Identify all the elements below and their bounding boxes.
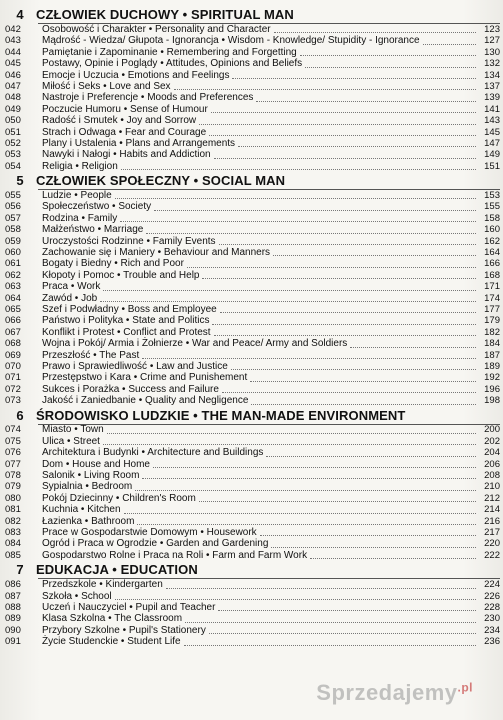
- entry-page-number: 222: [484, 549, 500, 561]
- dot-leader: [103, 444, 476, 445]
- entry-title: Łazienka • Bathroom: [42, 515, 135, 527]
- entry-code: 081: [5, 504, 21, 516]
- toc-entry: [4, 372, 500, 383]
- entry-title: Emocje i Uczucia • Emotions and Feelings: [42, 69, 230, 81]
- entry-page-number: 230: [484, 613, 500, 625]
- dot-leader: [260, 535, 476, 536]
- entry-page-number: 189: [484, 360, 500, 372]
- entry-page-number: 204: [484, 447, 500, 459]
- entry-page-number: 179: [484, 315, 500, 327]
- dot-leader: [137, 524, 476, 525]
- dot-leader: [214, 158, 476, 159]
- entry-page-number: 226: [484, 590, 500, 602]
- entry-title: Mądrość - Wiedza/ Głupota - Ignorancja • Wisdom - Knowledge/ Stupidity - Ignorance: [42, 35, 420, 47]
- toc-entry: [4, 127, 500, 138]
- entry-page-number: 149: [484, 149, 500, 161]
- entry-title: Pamiętanie i Zapominanie • Remembering and Forgetting: [42, 46, 297, 58]
- entry-title: Małżeństwo • Marriage: [42, 224, 144, 236]
- entry-code: 080: [5, 492, 21, 504]
- entry-page-number: 139: [484, 92, 500, 104]
- entry-code: 077: [5, 458, 21, 470]
- dot-leader: [273, 255, 476, 256]
- entry-code: 072: [5, 383, 21, 395]
- section-heading: [4, 172, 500, 189]
- toc-entry: [4, 538, 500, 549]
- dot-leader: [154, 210, 476, 211]
- toc-entry: [4, 459, 500, 470]
- entry-page-number: 198: [484, 395, 500, 407]
- entry-page-number: 228: [484, 601, 500, 613]
- toc-entry: [4, 149, 500, 160]
- toc-entry: [4, 224, 500, 235]
- entry-title: Przedszkole • Kindergarten: [42, 579, 163, 591]
- entry-code: 058: [5, 224, 21, 236]
- entry-page-number: 212: [484, 492, 500, 504]
- entry-title: Nawyki i Nałogi • Habits and Addiction: [42, 149, 211, 161]
- dot-leader: [184, 645, 476, 646]
- entry-title: Miasto • Town: [42, 424, 104, 436]
- toc-entry: [4, 436, 500, 447]
- watermark-suffix: .pl: [457, 680, 473, 695]
- toc-entry: [4, 636, 500, 647]
- entry-code: 057: [5, 212, 21, 224]
- toc-entry: [4, 625, 500, 636]
- entry-title: Dom • House and Home: [42, 458, 150, 470]
- entry-page-number: 200: [484, 424, 500, 436]
- entry-page-number: 202: [484, 435, 500, 447]
- entry-code: 047: [5, 80, 21, 92]
- entry-title: Przybory Szkolne • Pupil's Stationery: [42, 624, 206, 636]
- entry-title: Przestępstwo i Kara • Crime and Punishement: [42, 372, 248, 384]
- toc-entry: [4, 201, 500, 212]
- entry-code: 051: [5, 126, 21, 138]
- section-title: CZŁOWIEK SPOŁECZNY • SOCIAL MAN: [36, 173, 286, 189]
- dot-leader: [107, 433, 476, 434]
- entry-page-number: 214: [484, 504, 500, 516]
- toc-entry: [4, 327, 500, 338]
- dot-leader: [231, 369, 476, 370]
- entry-page-number: 147: [484, 137, 500, 149]
- dot-leader: [121, 169, 476, 170]
- watermark-logo: [316, 680, 473, 706]
- toc-entry: [4, 258, 500, 269]
- entry-code: 056: [5, 201, 21, 213]
- dot-leader: [135, 490, 476, 491]
- toc-entry: [4, 281, 500, 292]
- toc-entry: [4, 516, 500, 527]
- entry-code: 045: [5, 58, 21, 70]
- entry-code: 091: [5, 636, 21, 648]
- entry-page-number: 236: [484, 636, 500, 648]
- entry-title: Ludzie • People: [42, 190, 112, 202]
- entry-code: 085: [5, 549, 21, 561]
- entry-code: 088: [5, 601, 21, 613]
- entry-code: 076: [5, 447, 21, 459]
- dot-leader: [251, 404, 476, 405]
- entry-code: 063: [5, 281, 21, 293]
- entry-page-number: 168: [484, 269, 500, 281]
- entry-title: Miłość i Seks • Love and Sex: [42, 80, 171, 92]
- entry-page-number: 137: [484, 80, 500, 92]
- entry-code: 066: [5, 315, 21, 327]
- toc-entry: [4, 35, 500, 46]
- dot-leader: [199, 501, 476, 502]
- dot-leader: [274, 32, 476, 33]
- dot-leader: [202, 278, 476, 279]
- toc-entry: [4, 104, 500, 115]
- dot-leader: [185, 622, 476, 623]
- entry-page-number: 160: [484, 224, 500, 236]
- entry-code: 087: [5, 590, 21, 602]
- entry-page-number: 210: [484, 481, 500, 493]
- entry-page-number: 155: [484, 201, 500, 213]
- entry-page-number: 220: [484, 538, 500, 550]
- toc-entry: [4, 602, 500, 613]
- dot-leader: [115, 198, 476, 199]
- entry-title: Salonik • Living Room: [42, 470, 140, 482]
- section-number: 6: [16, 407, 24, 423]
- toc-entry: [4, 613, 500, 624]
- dot-leader: [214, 335, 476, 336]
- toc-entry: [4, 493, 500, 504]
- entry-page-number: 151: [484, 160, 500, 172]
- toc-entry: [4, 315, 500, 326]
- entry-title: Strach i Odwaga • Fear and Courage: [42, 126, 207, 138]
- toc-entry: [4, 504, 500, 515]
- entry-title: Osobowość i Charakter • Personality and Character: [42, 23, 271, 35]
- entry-title: Konflikt i Protest • Conflict and Protest: [42, 326, 211, 338]
- entry-title: Uczeń i Nauczyciel • Pupil and Teacher: [42, 601, 216, 613]
- entry-code: 046: [5, 69, 21, 81]
- entry-title: Sukces i Porażka • Success and Failure: [42, 383, 219, 395]
- entry-code: 052: [5, 137, 21, 149]
- entry-page-number: 192: [484, 372, 500, 384]
- toc-entry: [4, 24, 500, 35]
- entry-code: 068: [5, 338, 21, 350]
- entry-page-number: 134: [484, 69, 500, 81]
- dot-leader: [142, 478, 476, 479]
- toc-entry: [4, 350, 500, 361]
- entry-title: Plany i Ustalenia • Plans and Arrangements: [42, 137, 236, 149]
- toc-entry: [4, 47, 500, 58]
- toc-entry: [4, 115, 500, 126]
- toc-entry: [4, 92, 500, 103]
- entry-code: 074: [5, 424, 21, 436]
- entry-page-number: 184: [484, 338, 500, 350]
- dot-leader: [219, 244, 476, 245]
- dot-leader: [212, 324, 476, 325]
- entry-page-number: 196: [484, 383, 500, 395]
- entry-title: Szkoła • School: [42, 590, 112, 602]
- entry-title: Prace w Gospodarstwie Domowym • Housework: [42, 527, 257, 538]
- dot-leader: [187, 267, 476, 268]
- entry-title: Radość i Smutek • Joy and Sorrow: [42, 115, 197, 127]
- entry-title: Rodzina • Family: [42, 212, 118, 224]
- dot-leader: [142, 358, 476, 359]
- toc-entry: [4, 447, 500, 458]
- dot-leader: [423, 44, 476, 45]
- toc-entry: [4, 270, 500, 281]
- section-heading: [4, 561, 500, 578]
- entry-code: 054: [5, 160, 21, 172]
- entry-page-number: 141: [484, 103, 500, 115]
- entry-code: 067: [5, 326, 21, 338]
- dot-leader: [271, 547, 476, 548]
- dot-leader: [256, 101, 476, 102]
- entry-code: 044: [5, 46, 21, 58]
- dot-leader: [124, 513, 476, 514]
- entry-code: 070: [5, 360, 21, 372]
- watermark-text: Sprzedajemy: [316, 680, 458, 705]
- entry-page-number: 164: [484, 247, 500, 259]
- toc-entry: [4, 70, 500, 81]
- dot-leader: [146, 233, 476, 234]
- entry-code: 071: [5, 372, 21, 384]
- toc-entry: [4, 293, 500, 304]
- entry-title: Nastroje i Preferencje • Moods and Preferences: [42, 92, 254, 104]
- entry-code: 059: [5, 235, 21, 247]
- dot-leader: [120, 221, 476, 222]
- entry-title: Ogród i Praca w Ogrodzie • Garden and Gardening: [42, 538, 269, 550]
- entry-title: Poczucie Humoru • Sense of Humour: [42, 103, 208, 115]
- dot-leader: [100, 301, 476, 302]
- toc-entry: [4, 304, 500, 315]
- toc-entry: [4, 425, 500, 436]
- entry-page-number: 177: [484, 303, 500, 315]
- entry-code: 050: [5, 115, 21, 127]
- section-title: EDUKACJA • EDUCATION: [36, 562, 198, 578]
- entry-title: Religia • Religion: [42, 160, 118, 172]
- entry-page-number: 234: [484, 624, 500, 636]
- entry-page-number: 127: [484, 35, 500, 47]
- entry-title: Szef i Podwładny • Boss and Employee: [42, 303, 217, 315]
- entry-title: Gospodarstwo Rolne i Praca na Roli • Farm and Farm Work: [42, 549, 308, 561]
- entry-title: Sypialnia • Bedroom: [42, 481, 133, 493]
- entry-title: Wojna i Pokój/ Armia i Żołnierze • War and Peace/ Army and Soldiers: [42, 338, 348, 350]
- entry-code: 060: [5, 247, 21, 259]
- dot-leader: [166, 588, 476, 589]
- entry-page-number: 145: [484, 126, 500, 138]
- entry-title: Pokój Dziecinny • Children's Room: [42, 492, 196, 504]
- entry-title: Przeszłość • The Past: [42, 349, 140, 361]
- entry-page-number: 224: [484, 579, 500, 591]
- entry-code: 082: [5, 515, 21, 527]
- section-heading: [4, 407, 500, 424]
- dot-leader: [209, 633, 476, 634]
- toc-entry: [4, 338, 500, 349]
- toc-entry: [4, 138, 500, 149]
- entry-title: Życie Studenckie • Student Life: [42, 636, 181, 648]
- entry-page-number: 153: [484, 190, 500, 202]
- entry-page-number: 208: [484, 470, 500, 482]
- toc-entry: [4, 384, 500, 395]
- toc-entry: [4, 236, 500, 247]
- entry-page-number: 130: [484, 46, 500, 58]
- entry-title: Jakość i Zaniedbanie • Quality and Negligence: [42, 395, 249, 407]
- entry-page-number: 217: [484, 527, 500, 538]
- dot-leader: [305, 67, 476, 68]
- entry-code: 075: [5, 435, 21, 447]
- entry-code: 084: [5, 538, 21, 550]
- entry-title: Uroczystości Rodzinne • Family Events: [42, 235, 216, 247]
- entry-title: Praca • Work: [42, 281, 101, 293]
- entry-code: 073: [5, 395, 21, 407]
- entry-title: Klasa Szkolna • The Classroom: [42, 613, 183, 625]
- entry-title: Państwo i Polityka • State and Politics: [42, 315, 210, 327]
- entry-code: 065: [5, 303, 21, 315]
- entry-code: 079: [5, 481, 21, 493]
- dot-leader: [232, 78, 476, 79]
- dot-leader: [199, 124, 476, 125]
- entry-page-number: 166: [484, 258, 500, 270]
- dot-leader: [238, 146, 476, 147]
- entry-page-number: 182: [484, 326, 500, 338]
- entry-page-number: 187: [484, 349, 500, 361]
- entry-code: 078: [5, 470, 21, 482]
- entry-page-number: 162: [484, 235, 500, 247]
- entry-page-number: 158: [484, 212, 500, 224]
- toc-entry: [4, 527, 500, 538]
- toc-entry: [4, 470, 500, 481]
- entry-code: 048: [5, 92, 21, 104]
- entry-title: Prawo i Sprawiedliwość • Law and Justice: [42, 360, 228, 372]
- entry-page-number: 174: [484, 292, 500, 304]
- dot-leader: [209, 135, 476, 136]
- toc-entry: [4, 591, 500, 602]
- section-number: 5: [16, 173, 24, 189]
- entry-title: Postawy, Opinie i Poglądy • Attitudes, Opinions and Beliefs: [42, 58, 303, 70]
- dot-leader: [153, 467, 476, 468]
- entry-code: 089: [5, 613, 21, 625]
- section-number: 7: [16, 562, 24, 578]
- entry-code: 090: [5, 624, 21, 636]
- toc-entry: [4, 247, 500, 258]
- section-title: CZŁOWIEK DUCHOWY • SPIRITUAL MAN: [36, 7, 294, 22]
- toc-entry: [4, 579, 500, 590]
- entry-title: Zachowanie się i Maniery • Behaviour and Manners: [42, 247, 271, 259]
- toc-entry: [4, 58, 500, 69]
- entry-title: Kuchnia • Kitchen: [42, 504, 121, 516]
- table-of-contents: [4, 6, 500, 648]
- toc-entry: [4, 213, 500, 224]
- toc-entry: [4, 481, 500, 492]
- toc-entry: [4, 550, 500, 561]
- entry-title: Architektura i Budynki • Architecture and Buildings: [42, 447, 264, 459]
- entry-code: 042: [5, 23, 21, 35]
- dot-leader: [211, 112, 476, 113]
- toc-entry: [4, 190, 500, 201]
- toc-entry: [4, 81, 500, 92]
- dot-leader: [222, 392, 476, 393]
- dot-leader: [350, 347, 476, 348]
- entry-code: 043: [5, 35, 21, 47]
- toc-entry: [4, 395, 500, 406]
- entry-page-number: 123: [484, 23, 500, 35]
- entry-title: Kłopoty i Pomoc • Trouble and Help: [42, 269, 200, 281]
- dot-leader: [103, 290, 476, 291]
- entry-page-number: 216: [484, 515, 500, 527]
- section-number: 4: [16, 7, 24, 22]
- entry-page-number: 132: [484, 58, 500, 70]
- dot-leader: [250, 381, 476, 382]
- toc-entry: [4, 161, 500, 172]
- entry-title: Ulica • Street: [42, 435, 100, 447]
- dot-leader: [220, 312, 476, 313]
- entry-title: Zawód • Job: [42, 292, 98, 304]
- entry-code: 055: [5, 190, 21, 202]
- dot-leader: [300, 55, 476, 56]
- entry-code: 062: [5, 269, 21, 281]
- dot-leader: [310, 558, 476, 559]
- entry-page-number: 206: [484, 458, 500, 470]
- entry-title: Społeczeństwo • Society: [42, 201, 152, 213]
- dot-leader: [266, 456, 476, 457]
- section-title: ŚRODOWISKO LUDZKIE • THE MAN-MADE ENVIRONMENT: [36, 407, 406, 423]
- dot-leader: [174, 89, 476, 90]
- entry-code: 053: [5, 149, 21, 161]
- entry-code: 069: [5, 349, 21, 361]
- dot-leader: [218, 610, 476, 611]
- entry-page-number: 171: [484, 281, 500, 293]
- entry-code: 086: [5, 579, 21, 591]
- entry-code: 049: [5, 103, 21, 115]
- entry-code: 061: [5, 258, 21, 270]
- entry-page-number: 143: [484, 115, 500, 127]
- toc-entry: [4, 361, 500, 372]
- entry-title: Bogaty i Biedny • Rich and Poor: [42, 258, 184, 270]
- section-heading: [4, 6, 500, 23]
- entry-code: 083: [5, 527, 21, 538]
- dot-leader: [115, 599, 476, 600]
- entry-code: 064: [5, 292, 21, 304]
